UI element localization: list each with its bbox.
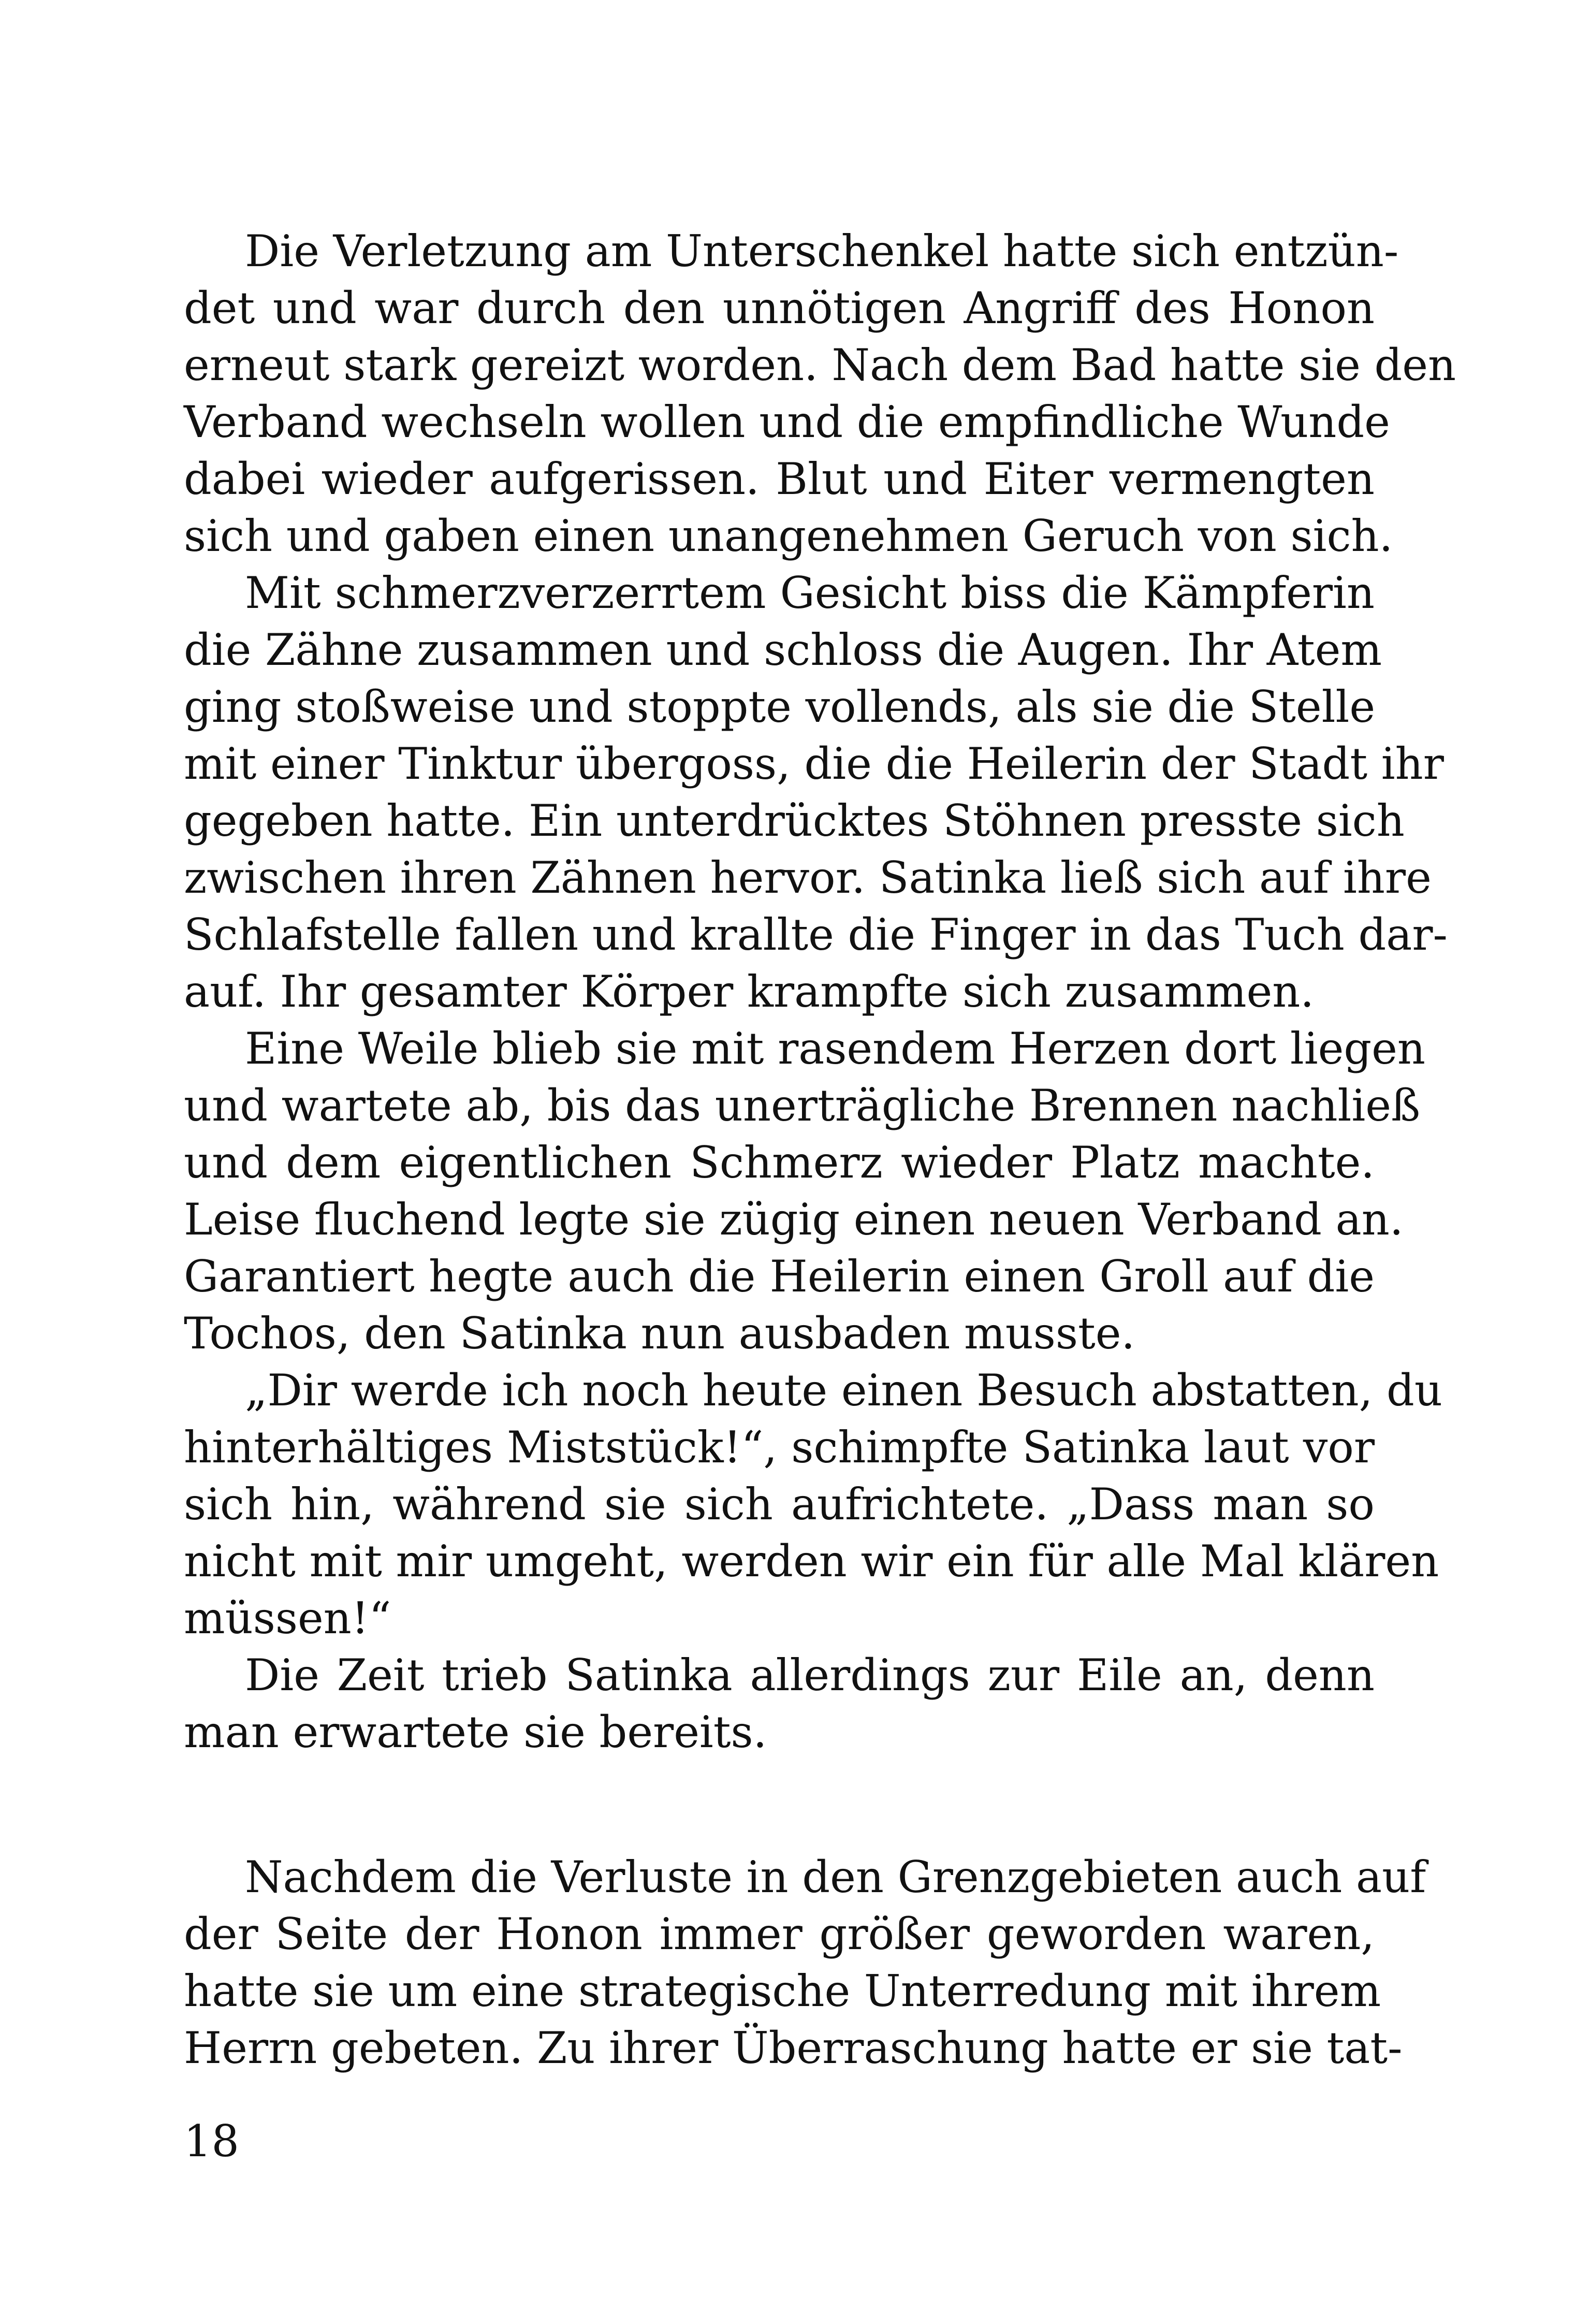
paragraph-5 xyxy=(184,1647,1375,1761)
text-line: gegeben hatte. Ein unterdrücktes Stöhnen presste sich xyxy=(184,795,1405,846)
text-line: Herrn gebeten. Zu ihrer Überraschung hatte er sie tat- xyxy=(184,2023,1403,2073)
text-line: det und war durch den unnötigen Angriff des Honon xyxy=(184,283,1375,333)
text-line: müssen!“ xyxy=(184,1593,391,1644)
page-number: 18 xyxy=(184,2116,239,2167)
paragraph-3 xyxy=(184,1020,1425,1362)
text-line: man erwartete sie bereits. xyxy=(184,1707,767,1757)
text-line: auf. Ihr gesamter Körper krampfte sich zusammen. xyxy=(184,966,1315,1017)
text-line: und dem eigentlichen Schmerz wieder Platz machte. xyxy=(184,1137,1375,1188)
paragraph-2 xyxy=(184,564,1448,1020)
text-line: ging stoßweise und stoppte vollends, als sie die Stelle xyxy=(184,681,1376,732)
text-line: sich hin, während sie sich aufrichtete. „Dass man so xyxy=(184,1479,1375,1530)
text-line: zwischen ihren Zähnen hervor. Satinka ließ sich auf ihre xyxy=(184,852,1432,903)
text-line: erneut stark gereizt worden. Nach dem Bad hatte sie den xyxy=(184,340,1456,390)
paragraph-4 xyxy=(184,1362,1442,1647)
text-line: dabei wieder aufgerissen. Blut und Eiter vermengten xyxy=(184,454,1375,504)
text-line: Nachdem die Verluste in den Grenzgebieten auch auf xyxy=(245,1852,1426,1902)
text-line: und wartete ab, bis das unerträgliche Brennen nachließ xyxy=(184,1080,1421,1131)
text-line: die Zähne zusammen und schloss die Augen. Ihr Atem xyxy=(184,624,1382,675)
text-line: hatte sie um eine strategische Unterredung mit ihrem xyxy=(184,1966,1381,2016)
paragraph-6 xyxy=(184,1849,1426,2076)
text-line: Garantiert hegte auch die Heilerin einen Groll auf die xyxy=(184,1251,1375,1302)
text-line: nicht mit mir umgeht, werden wir ein für alle Mal klären xyxy=(184,1536,1439,1587)
text-line: hinterhältiges Miststück!“, schimpfte Satinka laut vor xyxy=(184,1422,1375,1473)
text-line: sich und gaben einen unangenehmen Geruch von sich. xyxy=(184,511,1393,561)
text-line: mit einer Tinktur übergoss, die die Heilerin der Stadt ihr xyxy=(184,738,1444,789)
text-line: Leise fluchend legte sie zügig einen neuen Verband an. xyxy=(184,1194,1404,1245)
text-line: Verband wechseln wollen und die empfindliche Wunde xyxy=(184,397,1390,447)
text-line: Tochos, den Satinka nun ausbaden musste. xyxy=(184,1308,1135,1359)
paragraph-1 xyxy=(184,223,1456,564)
text-line: Schlafstelle fallen und krallte die Finger in das Tuch dar- xyxy=(184,909,1448,960)
text-line: Mit schmerzverzerrtem Gesicht biss die Kämpferin xyxy=(245,568,1375,618)
text-line: der Seite der Honon immer größer geworden waren, xyxy=(184,1909,1375,1959)
text-line: Eine Weile blieb sie mit rasendem Herzen dort liegen xyxy=(245,1023,1425,1074)
text-line: Die Verletzung am Unterschenkel hatte sich entzün- xyxy=(245,226,1399,277)
text-line: „Dir werde ich noch heute einen Besuch abstatten, du xyxy=(245,1365,1442,1416)
body-text xyxy=(184,223,1456,2076)
section-break xyxy=(184,1761,1375,1849)
text-line: Die Zeit trieb Satinka allerdings zur Eile an, denn xyxy=(245,1650,1375,1701)
